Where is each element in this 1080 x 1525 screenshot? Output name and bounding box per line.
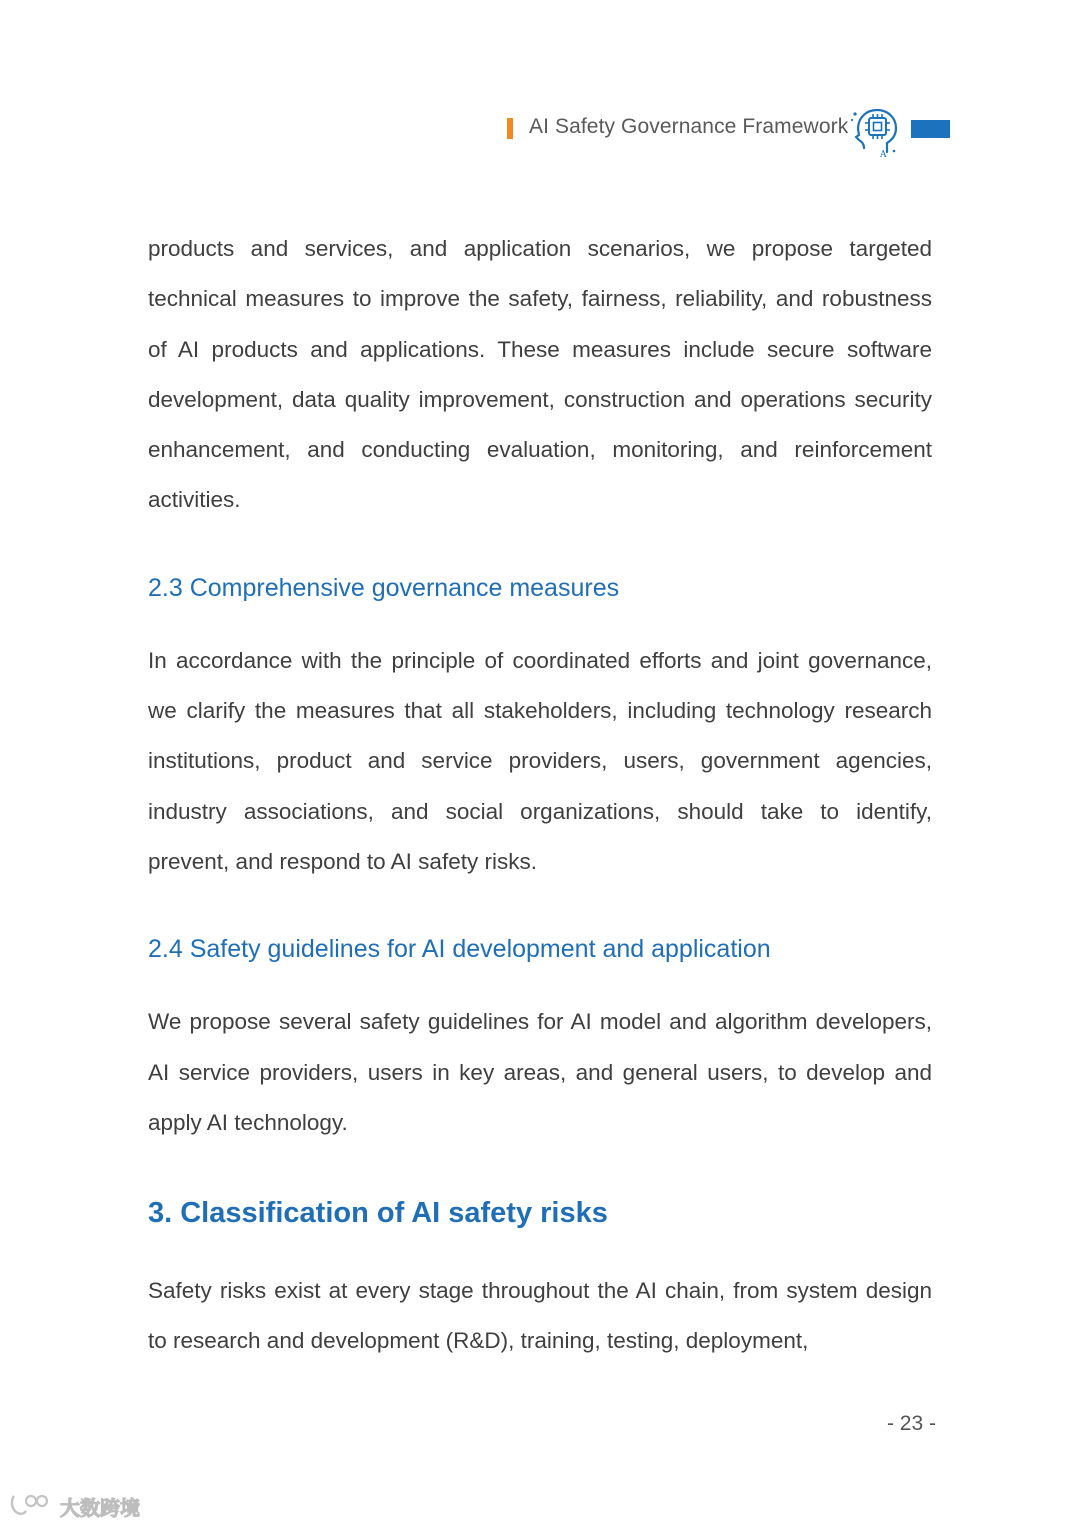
intro-paragraph: products and services, and application scenarios, we propose targeted technical measures to improve the safety, fairness, reliability, and robustness of AI products and applications. These measures include secure software development, data quality improvement, construction and operations security enhancement, and conducting evaluation, monitoring, and reinforcement activities.	[148, 236, 932, 513]
section-2-4-paragraph: We propose several safety guidelines for AI model and algorithm developers, AI service providers, users in key areas, and general users, to develop and apply AI technology.	[148, 1009, 932, 1135]
section-heading-3: 3. Classification of AI safety risks	[148, 1197, 608, 1230]
header-accent-bar	[507, 118, 513, 139]
page-header	[0, 104, 1080, 160]
page-number: - 23 -	[886, 1412, 936, 1435]
header-title: AI Safety Governance Framework	[529, 115, 849, 138]
svg-text:A: A	[880, 150, 887, 160]
section-heading-2-3: 2.3 Comprehensive governance measures	[148, 573, 620, 602]
section-heading-2-4: 2.4 Safety guidelines for AI development and application	[148, 935, 771, 964]
watermark-text: 大数跨境	[60, 1498, 140, 1520]
header-accent-block	[911, 120, 950, 138]
section-2-3-paragraph: In accordance with the principle of coordinated efforts and joint governance, we clarify the measures that all stakeholders, including technology research institutions, product and service providers, users, government agencies, industry associations, and social organizations, should take to identify, prevent, and respond to AI safety risks.	[148, 647, 932, 874]
section-3-paragraph: Safety risks exist at every stage throughout the AI chain, from system design to research and development (R&D), training, testing, deployment,	[148, 1278, 932, 1354]
watermark	[8, 1490, 148, 1520]
ai-head-chip-icon	[846, 104, 902, 160]
page-content	[148, 224, 932, 1367]
watermark-logo-icon	[8, 1490, 54, 1518]
